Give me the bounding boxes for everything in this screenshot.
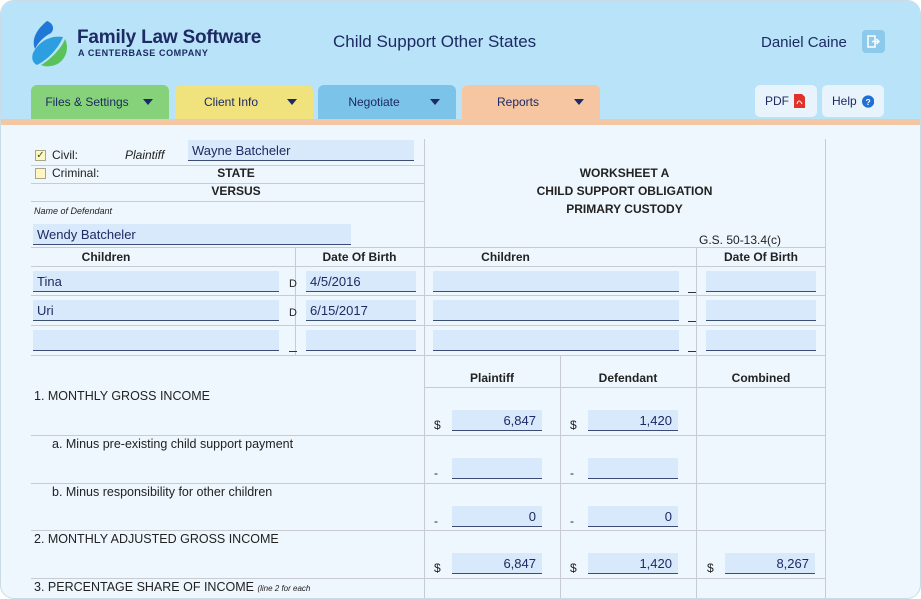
child-dob-field[interactable]	[706, 330, 816, 351]
child-name-field[interactable]	[433, 271, 679, 292]
svg-text:?: ?	[865, 96, 871, 107]
children-column-header: Children	[481, 250, 530, 264]
income-row-note: (line 2 for each	[257, 584, 311, 593]
plaintiff-other-children-field[interactable]: 0	[452, 506, 542, 527]
chevron-down-icon	[430, 99, 440, 105]
combined-adjusted-income-field[interactable]: 8,267	[725, 553, 815, 574]
tab-label: Reports	[496, 95, 540, 109]
child-marker-blank	[688, 321, 696, 322]
tab-accent-bar	[1, 119, 921, 125]
tab-negotiate[interactable]	[318, 85, 456, 119]
child-name-field[interactable]	[433, 300, 679, 321]
tab-client-info[interactable]	[175, 85, 313, 119]
worksheet-subtitle: CHILD SUPPORT OBLIGATION	[536, 184, 713, 198]
minus-sign: -	[434, 514, 438, 528]
worksheet	[31, 139, 826, 599]
help-button-label: Help	[832, 94, 857, 108]
tab-label: Client Info	[203, 95, 259, 109]
divider	[31, 355, 826, 356]
income-row-label	[34, 580, 310, 594]
divider	[31, 578, 826, 579]
divider	[696, 355, 697, 599]
child-dob-field[interactable]	[706, 300, 816, 321]
plaintiff-income-field[interactable]: 6,847	[452, 410, 542, 431]
divider	[31, 295, 826, 296]
logout-icon	[867, 35, 880, 48]
minus-sign: -	[570, 466, 574, 480]
brand-tagline: A CENTERBASE COMPANY	[78, 48, 209, 58]
child-dob-field[interactable]	[306, 330, 416, 351]
divider	[31, 530, 826, 531]
plaintiff-adjusted-income-field[interactable]: 6,847	[452, 553, 542, 574]
minus-sign: -	[570, 514, 574, 528]
logout-button[interactable]	[862, 30, 885, 53]
defendant-name-field[interactable]: Wendy Batcheler	[33, 224, 351, 245]
defendant-adjusted-income-field[interactable]: 1,420	[588, 553, 678, 574]
help-icon	[862, 95, 874, 108]
defendant-other-children-field[interactable]: 0	[588, 506, 678, 527]
child-name-field[interactable]	[33, 330, 279, 351]
chevron-down-icon	[574, 99, 584, 105]
tab-label: Files & Settings	[45, 95, 129, 109]
chevron-down-icon	[143, 99, 153, 105]
currency-sign: $	[434, 561, 441, 575]
pdf-button-label: PDF	[765, 94, 789, 108]
currency-sign: $	[570, 418, 577, 432]
currency-sign: $	[570, 561, 577, 575]
tab-files-settings[interactable]	[31, 85, 169, 119]
state-label: STATE	[217, 166, 255, 180]
child-marker-blank	[289, 351, 297, 352]
header	[1, 1, 921, 119]
child-marker: D	[289, 278, 297, 290]
child-name-field[interactable]: Uri	[33, 300, 279, 321]
child-marker-blank	[688, 351, 696, 352]
currency-sign: $	[434, 418, 441, 432]
child-dob-field[interactable]: 6/15/2017	[306, 300, 416, 321]
child-marker: D	[289, 307, 297, 319]
help-button[interactable]	[822, 85, 884, 117]
divider	[31, 247, 826, 248]
child-name-field[interactable]: Tina	[33, 271, 279, 292]
defendant-label: Name of Defendant	[34, 206, 113, 216]
tab-label: Negotiate	[348, 95, 400, 109]
minus-sign: -	[434, 466, 438, 480]
divider	[31, 266, 826, 267]
divider	[31, 201, 424, 202]
statute-reference: G.S. 50-13.4(c)	[699, 233, 782, 247]
child-marker-blank	[688, 292, 696, 293]
defendant-income-field[interactable]: 1,420	[588, 410, 678, 431]
currency-sign: $	[707, 561, 714, 575]
plaintiff-name-field[interactable]: Wayne Batcheler	[188, 140, 414, 161]
children-column-header: Children	[81, 250, 131, 264]
divider	[560, 355, 561, 599]
chevron-down-icon	[287, 99, 297, 105]
user-name: Daniel Caine	[761, 34, 847, 51]
divider	[424, 387, 826, 388]
pdf-icon	[794, 94, 805, 108]
combined-column-header: Combined	[731, 371, 791, 385]
child-dob-field[interactable]	[706, 271, 816, 292]
child-name-field[interactable]	[433, 330, 679, 351]
plaintiff-prior-support-field[interactable]	[452, 458, 542, 479]
criminal-label: Criminal:	[52, 166, 100, 180]
plaintiff-column-header: Plaintiff	[470, 371, 514, 385]
defendant-prior-support-field[interactable]	[588, 458, 678, 479]
divider	[31, 435, 826, 436]
divider	[31, 483, 826, 484]
family-law-software-logo	[29, 19, 71, 67]
civil-label: Civil:	[52, 148, 78, 162]
plaintiff-label: Plaintiff	[125, 148, 165, 162]
dob-column-header: Date Of Birth	[723, 250, 798, 264]
child-dob-field[interactable]: 4/5/2016	[306, 271, 416, 292]
income-row-label: 2. MONTHLY ADJUSTED GROSS INCOME	[34, 532, 279, 546]
versus-label: VERSUS	[211, 184, 261, 198]
worksheet-title: WORKSHEET A	[579, 166, 670, 180]
criminal-checkbox[interactable]	[35, 168, 46, 179]
income-row-label: b. Minus responsibility for other children	[52, 485, 273, 499]
brand-name: Family Law Software	[77, 27, 262, 48]
income-row-label-text: 3. PERCENTAGE SHARE OF INCOME	[34, 580, 254, 594]
income-row-label: 1. MONTHLY GROSS INCOME	[34, 389, 210, 403]
income-row-label: a. Minus pre-existing child support payment	[52, 437, 294, 451]
divider	[31, 325, 826, 326]
dob-column-header: Date Of Birth	[322, 250, 397, 264]
page-title: Child Support Other States	[333, 32, 537, 51]
civil-checkbox[interactable]: ✓	[36, 150, 45, 161]
tab-reports[interactable]	[462, 85, 600, 119]
defendant-column-header: Defendant	[598, 371, 658, 385]
pdf-button[interactable]	[755, 85, 817, 117]
worksheet-subtitle: PRIMARY CUSTODY	[566, 202, 683, 216]
